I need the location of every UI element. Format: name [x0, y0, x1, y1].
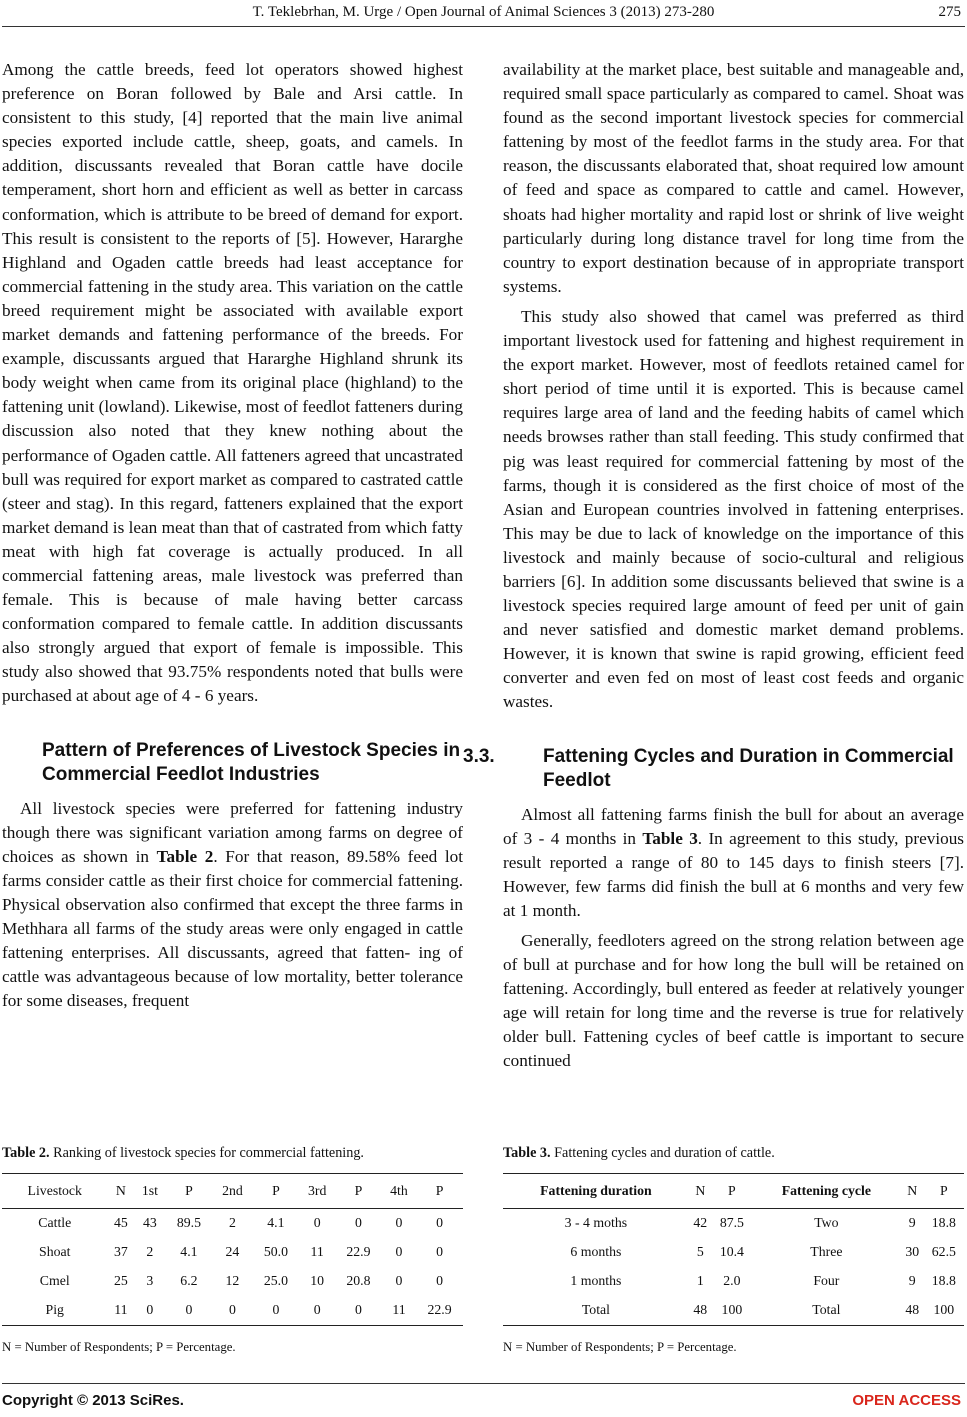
left-column — [2, 58, 463, 1355]
table-cell: 6 months — [570, 1244, 622, 1259]
table-cell: 100 — [924, 1296, 964, 1326]
column-header: Fattening cycle — [752, 1174, 901, 1209]
table-cell: 11 — [108, 1296, 135, 1326]
table-cell: 20.8 — [346, 1273, 371, 1288]
table-cell: 0 — [436, 1215, 443, 1230]
table-cell: 2.0 — [723, 1273, 741, 1288]
table-cell: Total — [752, 1296, 901, 1326]
open-access-label: OPEN ACCESS — [852, 1392, 961, 1409]
column-header: P — [416, 1174, 463, 1209]
table-cell: Three — [810, 1244, 843, 1259]
text-run: Almost all fattening farms finish the bull for about an average of 3 - 4 months in — [503, 804, 964, 848]
footer-rule — [2, 1383, 965, 1384]
table-row — [503, 1296, 964, 1326]
table-cell: 9 — [908, 1215, 916, 1230]
caption-label: Table 3. — [503, 1145, 551, 1161]
table-cell: 30 — [905, 1244, 920, 1259]
table-3 — [503, 1173, 964, 1326]
table-cell: 9 — [908, 1273, 916, 1288]
column-header: 4th — [382, 1174, 416, 1209]
table-cell: 42 — [693, 1215, 708, 1230]
table-cell: 37 — [113, 1244, 128, 1259]
table-row — [2, 1209, 463, 1239]
table-cell: 45 — [113, 1215, 128, 1230]
text-run: All livestock species were preferred for fattening industry though there was significant variation among farms on degree of choices as shown in — [2, 798, 463, 866]
column-header: 2nd — [212, 1174, 252, 1209]
page-header — [0, 2, 967, 24]
column-header: Livestock — [2, 1174, 108, 1209]
text-run: . For that reason, 89.58% feed lot farms consider cattle as their first choice for commercial fattening. Physical observation also confirmed that except the three farms in Methhara all farms of the study areas were only engaged in cattle fattening enterprises. All discussants, agreed that fatten- ing of cattle was advantageous because of low mortality, better tolerance for some diseases, frequent — [2, 846, 464, 1011]
table-cell: 5 — [696, 1244, 704, 1259]
section-heading — [463, 745, 964, 793]
table-cell: 62.5 — [931, 1244, 956, 1259]
paragraph — [503, 803, 964, 923]
table-cell: Cattle — [38, 1215, 72, 1230]
column-header: P — [252, 1174, 299, 1209]
table-cell: 48 — [689, 1296, 712, 1326]
table-cell: 3 - 4 moths — [564, 1215, 628, 1230]
section-number — [2, 739, 42, 763]
table-cell: 100 — [712, 1296, 752, 1326]
table-cell: 0 — [354, 1215, 362, 1230]
table-cell: Two — [814, 1215, 839, 1230]
table-note: N = Number of Respondents; P = Percentage. — [503, 1340, 737, 1354]
table-cell: 2 — [228, 1215, 236, 1230]
table-cell: Shoat — [39, 1244, 71, 1259]
table-cell: 48 — [901, 1296, 924, 1326]
table-row — [503, 1209, 964, 1239]
table-cell: 0 — [166, 1296, 213, 1326]
table-cell: 25.0 — [263, 1273, 288, 1288]
table-cell: 0 — [436, 1244, 443, 1259]
paragraph: Among the cattle breeds, feed lot operators showed highest preference on Boran followed by Bale and Arsi cattle. In consistent to this study, [4] reported that the main live animal species exported include cattle, sheep, goats, and camels. In addition, discussants revealed that Boran cattle have docile temperament, short horn and efficient as well as better in carcass conformation, which is attribute to be breed of demand for export. This result is consistent to the reports of [5]. However, Hararghe Highland and Ogaden cattle breeds had least acceptance for commercial fattening in the study area. This variation on the cattle breed requirement might be associated with available export market demands and fattening performance of the breeds. For example, discussants argued that Hararghe Highland shrunk its body weight when came from its original place (highland) to the fattening unit (lowland). Likewise, most of feedlot fatteners during discussion also noted that they knew nothing about the performance of Ogaden cattle. All fatteners agreed that uncastrated bull was required for export market as compared to castrated cattle (steer and stag). In this regard, fatteners explained that the export market demand is lean meat than that of castrated from which fatty meat with high fat coverage is actually produced. In all commercial fattening areas, male livestock was preferred than female. This is because of male having better carcass conformation compared to female cattle. In addition discussants also strongly argued that export of female is impossible. This study also showed that 93.75% respondents noted that bulls were purchased at about age of 4 - 6 years. — [2, 60, 463, 706]
table-cell: 87.5 — [719, 1215, 744, 1230]
table-reference: Table 2 — [156, 846, 214, 866]
paragraph: availability at the market place, best suitable and manageable and, required small space particularly as compared to camel. Shoat was found as the second important livestock species for commercial fattening by most of the feedlot farms in the study area. For that reason, the discussants elaborated that, shoat required low amount of feed and space as compared to cattle and camel. However, shoats had higher mortality and rapid lost or shrink of live weight particularly during long distance travel for long time from the country to export destination because of in appropriate transport systems. — [503, 60, 964, 296]
caption-text: Ranking of livestock species for commercial fattening. — [53, 1145, 364, 1161]
table-cell: 0 — [212, 1296, 252, 1326]
table-row — [503, 1267, 964, 1296]
table-cell: Pig — [2, 1296, 108, 1326]
table-cell: 12 — [225, 1273, 240, 1288]
table-caption — [503, 1143, 964, 1163]
section-title: Pattern of Preferences of Livestock Species in Commercial Feedlot Industries — [42, 739, 461, 785]
column-header: P — [166, 1174, 213, 1209]
table-cell: 3 — [146, 1273, 154, 1288]
table-cell: 22.9 — [346, 1244, 371, 1259]
table-cell: 25 — [113, 1273, 128, 1288]
table-cell: 4.1 — [180, 1244, 198, 1259]
table-note: N = Number of Respondents; P = Percentage. — [2, 1340, 236, 1354]
text-run: . In agreement to this study, previous result reported a range of 80 to 145 days to finish steers [7]. However, few farms did finish the bull at 6 months and very few at 1 month. — [503, 828, 964, 920]
table-caption — [2, 1143, 463, 1163]
paragraph — [2, 797, 463, 1014]
column-header: N — [108, 1174, 135, 1209]
column-header: Fattening duration — [503, 1174, 689, 1209]
table-cell: 1 — [696, 1273, 704, 1288]
table-cell: 22.9 — [416, 1296, 463, 1326]
right-column — [463, 58, 964, 1355]
caption-label: Table 2. — [2, 1145, 50, 1161]
table-cell: 6.2 — [180, 1273, 198, 1288]
table-cell: 11 — [382, 1296, 416, 1326]
paragraph: Generally, feedloters agreed on the strong relation between age of bull at purchase and for how long the bull will be retained on fattening. Accordingly, bull entered as feeder at relatively younger age will retain for long time and the reverse is true for relatively older bull. Fattening cycles of beef cattle is important to secure continued — [503, 931, 964, 1071]
table-cell: 0 — [395, 1273, 403, 1288]
table-cell: 89.5 — [176, 1215, 201, 1230]
table-cell: 50.0 — [263, 1244, 288, 1259]
table-cell: 0 — [395, 1244, 403, 1259]
table-cell: 2 — [146, 1244, 154, 1259]
section-number: 3.3. — [463, 745, 495, 767]
table-cell: 0 — [252, 1296, 299, 1326]
column-header: 3rd — [299, 1174, 335, 1209]
column-header: N — [901, 1174, 924, 1209]
running-title: T. Teklebrhan, M. Urge / Open Journal of Animal Sciences 3 (2013) 273-280 — [252, 4, 715, 20]
table-cell: 0 — [313, 1215, 321, 1230]
column-header: 1st — [134, 1174, 165, 1209]
table-cell: Total — [503, 1296, 689, 1326]
table-cell: Cmel — [39, 1273, 70, 1288]
table-cell: 18.8 — [931, 1215, 956, 1230]
table-cell: 0 — [299, 1296, 335, 1326]
table-cell: 1 months — [570, 1273, 622, 1288]
table-cell: 4.1 — [267, 1215, 285, 1230]
table-cell: 0 — [436, 1273, 443, 1288]
column-header: P — [924, 1174, 964, 1209]
table-cell: 24 — [225, 1244, 240, 1259]
table-row — [2, 1296, 463, 1326]
column-header: P — [335, 1174, 382, 1209]
table-cell: 0 — [395, 1215, 403, 1230]
table-cell: 0 — [134, 1296, 165, 1326]
copyright: Copyright © 2013 SciRes. — [2, 1392, 184, 1409]
table-cell: 10 — [310, 1273, 325, 1288]
section-title: Fattening Cycles and Duration in Commercial Feedlot — [543, 745, 954, 791]
column-header: P — [712, 1174, 752, 1209]
table-cell: 10.4 — [719, 1244, 744, 1259]
table-cell: 18.8 — [931, 1273, 956, 1288]
table-row — [2, 1238, 463, 1267]
table-cell: Four — [813, 1273, 840, 1288]
table-cell: 11 — [310, 1244, 324, 1259]
header-rule — [2, 26, 965, 27]
table-cell: 43 — [142, 1215, 157, 1230]
table-cell: 0 — [335, 1296, 382, 1326]
caption-text: Fattening cycles and duration of cattle. — [554, 1145, 775, 1161]
table-reference: Table 3 — [642, 828, 698, 848]
page-number: 275 — [938, 4, 961, 20]
section-heading — [2, 739, 463, 787]
column-header: N — [689, 1174, 712, 1209]
table-row — [2, 1267, 463, 1296]
table-2 — [2, 1173, 463, 1326]
paragraph: This study also showed that camel was preferred as third important livestock used for fattening and highest requirement in the export market. However, most of feedlots retained camel for short period of time until it is exported. This is because camel requires large area of land and the feeding habits of camel which needs browses rather than stall feeding. This study confirmed that pig was least required for commercial fattening by most of the farms, though it is considered as the first choice of most of the Asian and European countries involved in fattening enterprises. This may be due to lack of knowledge on the importance of this livestock and mainly because of socio-cultural and religious barriers [6]. In addition some discussants believed that swine is a livestock species required large amount of feed per unit of gain and never satisfied and domestic market demand problems. However, it is known that swine is rapid growing, efficient feed converter and even fed on most of least cost feeds and organic wastes. — [503, 306, 964, 712]
table-row — [503, 1238, 964, 1267]
